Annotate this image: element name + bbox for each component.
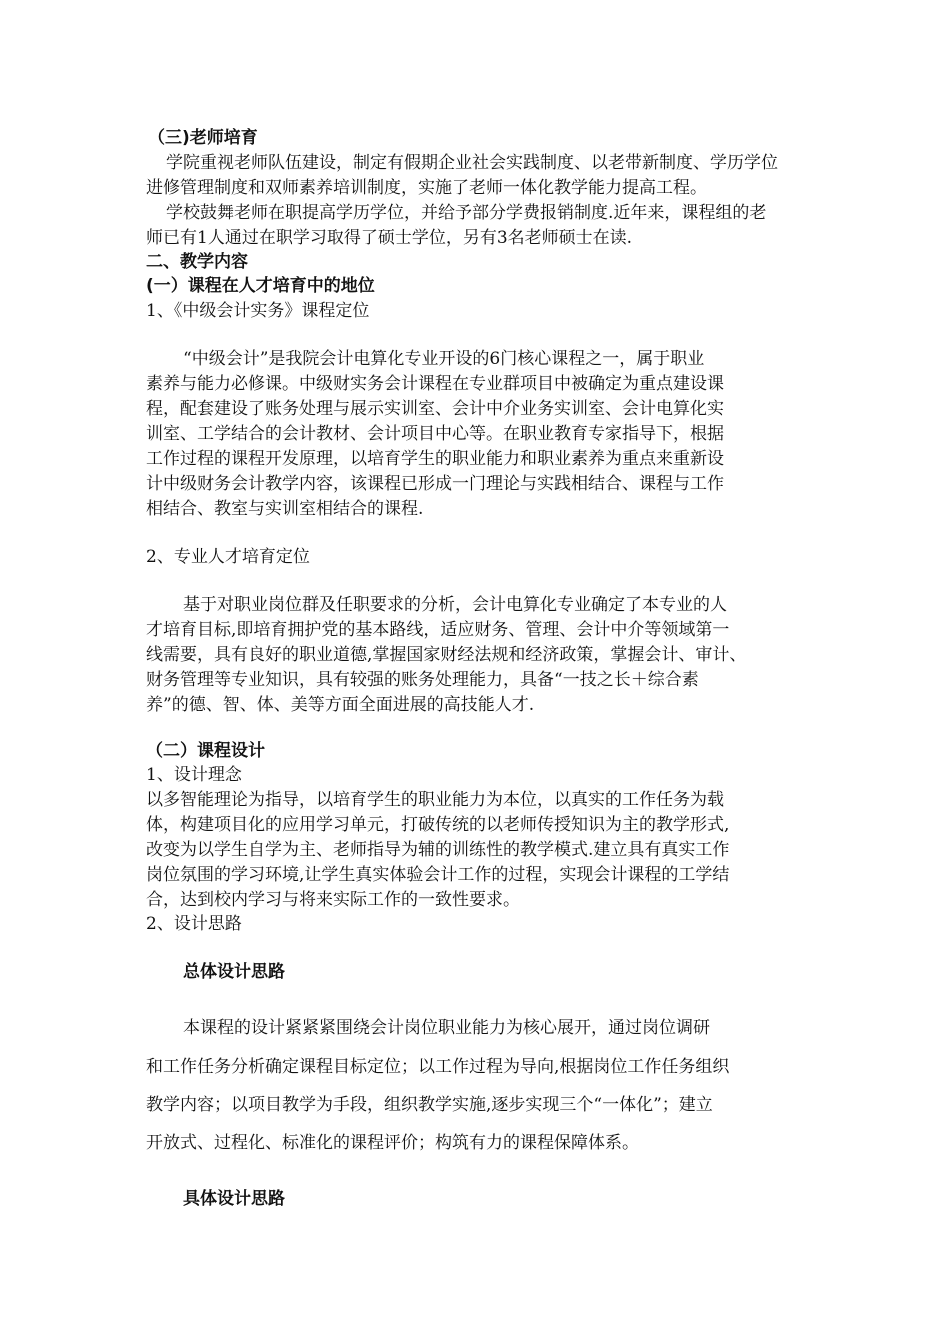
paragraph-line: 进修管理制度和双师素养培训制度，实施了老师一体化教学能力提高工程。 (146, 178, 707, 198)
paragraph-line: 程，配套建设了账务处理与展示实训室、会计中介业务实训室、会计电算化实 (146, 399, 724, 419)
paragraph-line: 训室、工学结合的会计教材、会计项目中心等。在职业教育专家指导下，根据 (146, 424, 724, 444)
paragraph-line: 合，达到校内学习与将来实际工作的一致性要求。 (146, 890, 520, 910)
heading-specific-design-approach: 具体设计思路 (183, 1189, 285, 1209)
paragraph-line: 基于对职业岗位群及任职要求的分析，会计电算化专业确定了本专业的人 (183, 595, 727, 615)
subsection-heading-course-design: （二）课程设计 (146, 741, 265, 761)
subsection-heading-course-position: (一）课程在人才培育中的地位 (146, 276, 375, 296)
paragraph-line: 线需要，具有良好的职业道德,掌握国家财经法规和经济政策，掌握会计、审计、 (146, 645, 747, 665)
section-heading-teacher-training: （三)老师培育 (148, 128, 258, 148)
paragraph-line: 体，构建项目化的应用学习单元，打破传统的以老师传授知识为主的教学形式, (146, 815, 730, 835)
paragraph-line: 本课程的设计紧紧紧围绕会计岗位职业能力为核心展开，通过岗位调研 (183, 1018, 710, 1038)
paragraph-line: 财务管理等专业知识，具有较强的账务处理能力，具备“一技之长＋综合素 (146, 670, 699, 690)
paragraph-line: 开放式、过程化、标准化的课程评价；构筑有力的课程保障体系。 (146, 1133, 639, 1153)
item-title-design-approach: 2、设计思路 (146, 914, 242, 934)
paragraph-line: 工作过程的课程开发原理，以培育学生的职业能力和职业素养为重点来重新设 (146, 449, 724, 469)
paragraph-line: 改变为以学生自学为主、老师指导为辅的训练性的教学模式.建立具有真实工作 (146, 840, 730, 860)
paragraph-line: 教学内容；以项目教学为手段，组织教学实施,逐步实现三个“一体化”；建立 (146, 1095, 713, 1115)
paragraph-line: 和工作任务分析确定课程目标定位；以工作过程为导向,根据岗位工作任务组织 (146, 1057, 730, 1077)
paragraph-line: 学院重视老师队伍建设，制定有假期企业社会实践制度、以老带新制度、学历学位 (166, 153, 778, 173)
paragraph-line: 素养与能力必修课。中级财实务会计课程在专业群项目中被确定为重点建设课 (146, 374, 724, 394)
paragraph-line: 以多智能理论为指导，以培育学生的职业能力为本位，以真实的工作任务为载 (146, 790, 724, 810)
paragraph-line: 计中级财务会计教学内容，该课程已形成一门理论与实践相结合、课程与工作 (146, 474, 724, 494)
item-title-course-positioning: 1、《中级会计实务》课程定位 (146, 301, 370, 321)
paragraph-line: 相结合、教室与实训室相结合的课程. (146, 499, 424, 519)
paragraph-line: 学校鼓舞老师在职提高学历学位，并给予部分学费报销制度.近年来，课程组的老 (166, 203, 767, 223)
item-title-design-concept: 1、设计理念 (146, 765, 242, 785)
paragraph-line: 师已有1人通过在职学习取得了硕士学位，另有3名老师硕士在读. (146, 228, 633, 248)
item-title-talent-positioning: 2、专业人才培育定位 (146, 547, 310, 567)
heading-overall-design-approach: 总体设计思路 (183, 962, 285, 982)
paragraph-line: 养”的德、智、体、美等方面全面进展的高技能人才. (146, 695, 535, 715)
paragraph-line: “中级会计”是我院会计电算化专业开设的6门核心课程之一，属于职业 (183, 349, 705, 369)
paragraph-line: 才培育目标,即培育拥护党的基本路线，适应财务、管理、会计中介等领域第一 (146, 620, 730, 640)
chapter-heading-teaching-content: 二、教学内容 (146, 252, 248, 272)
paragraph-line: 岗位氛围的学习环境,让学生真实体验会计工作的过程，实现会计课程的工学结 (146, 865, 730, 885)
